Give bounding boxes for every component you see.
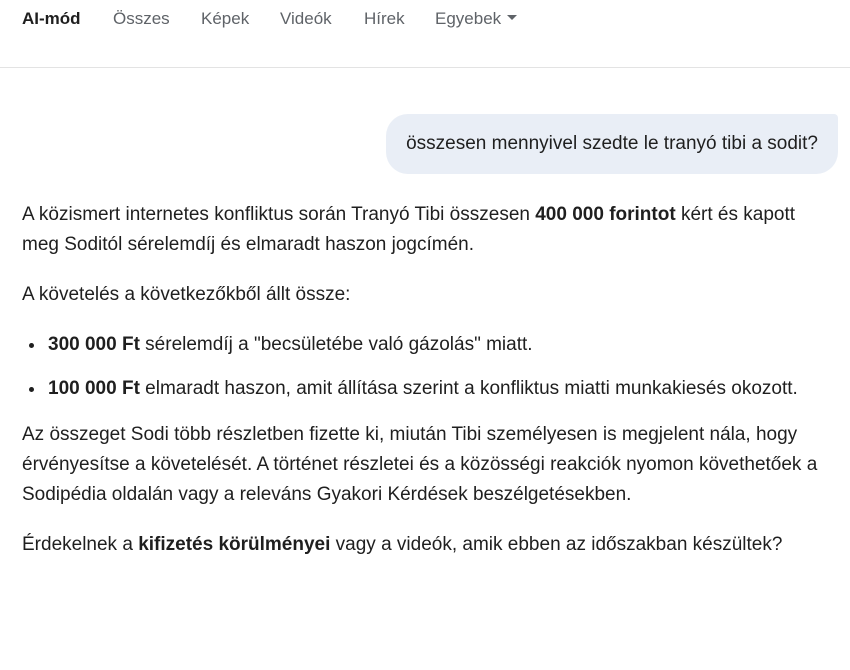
tab-more[interactable] [435,9,517,29]
list-item [46,374,822,404]
bullet-text: elmaradt haszon, amit állítása szerint a konfliktus miatti munkakiesés okozott. [139,378,798,399]
answer-p4-before: Érdekelnek a [22,534,139,555]
tab-all[interactable]: Összes [113,9,170,28]
answer-paragraph-1 [22,200,822,260]
tab-ai-mode[interactable]: AI-mód [22,9,81,28]
answer-paragraph-2: A követelés a következőkből állt össze: [22,284,351,305]
ai-answer [22,200,822,580]
search-tabs [0,0,850,68]
tab-news[interactable]: Hírek [364,9,405,28]
user-query-text: összesen mennyivel szedte le tranyó tibi a sodit? [406,133,818,154]
answer-p1-before: A közismert internetes konfliktus során Tranyó Tibi összesen [22,204,536,225]
user-query-bubble [386,114,838,174]
bullet-text: sérelemdíj a "becsületébe való gázolás" miatt. [139,334,533,355]
answer-bullet-list [22,330,822,404]
answer-paragraph-4 [22,530,822,560]
answer-paragraph-3: Az összeget Sodi több részletben fizette ki, miután Tibi személyesen is megjelent nála, hogy érvényesítse a követelését. A történet részletei és a közösségi reakciók nyomon követhetőek a Sodipédia oldalán vagy a releváns Gyakori Kérdések beszélgetésekben. [22,424,818,505]
chevron-down-icon [507,15,517,20]
answer-p1-bold: 400 000 forintot [535,204,676,225]
list-item [46,330,822,360]
answer-p1-after: kért és kapott meg Soditól sérelemdíj és elmaradt haszon jogcímén. [22,204,796,255]
bullet-amount: 300 000 Ft [48,334,140,355]
tab-images[interactable]: Képek [201,9,250,28]
bullet-amount: 100 000 Ft [48,378,140,399]
answer-p4-after: vagy a videók, amik ebben az időszakban készültek? [330,534,783,555]
answer-p4-bold: kifizetés körülményei [138,534,331,555]
tab-more-label: Egyebek [435,9,502,28]
tab-videos[interactable]: Videók [280,9,332,28]
